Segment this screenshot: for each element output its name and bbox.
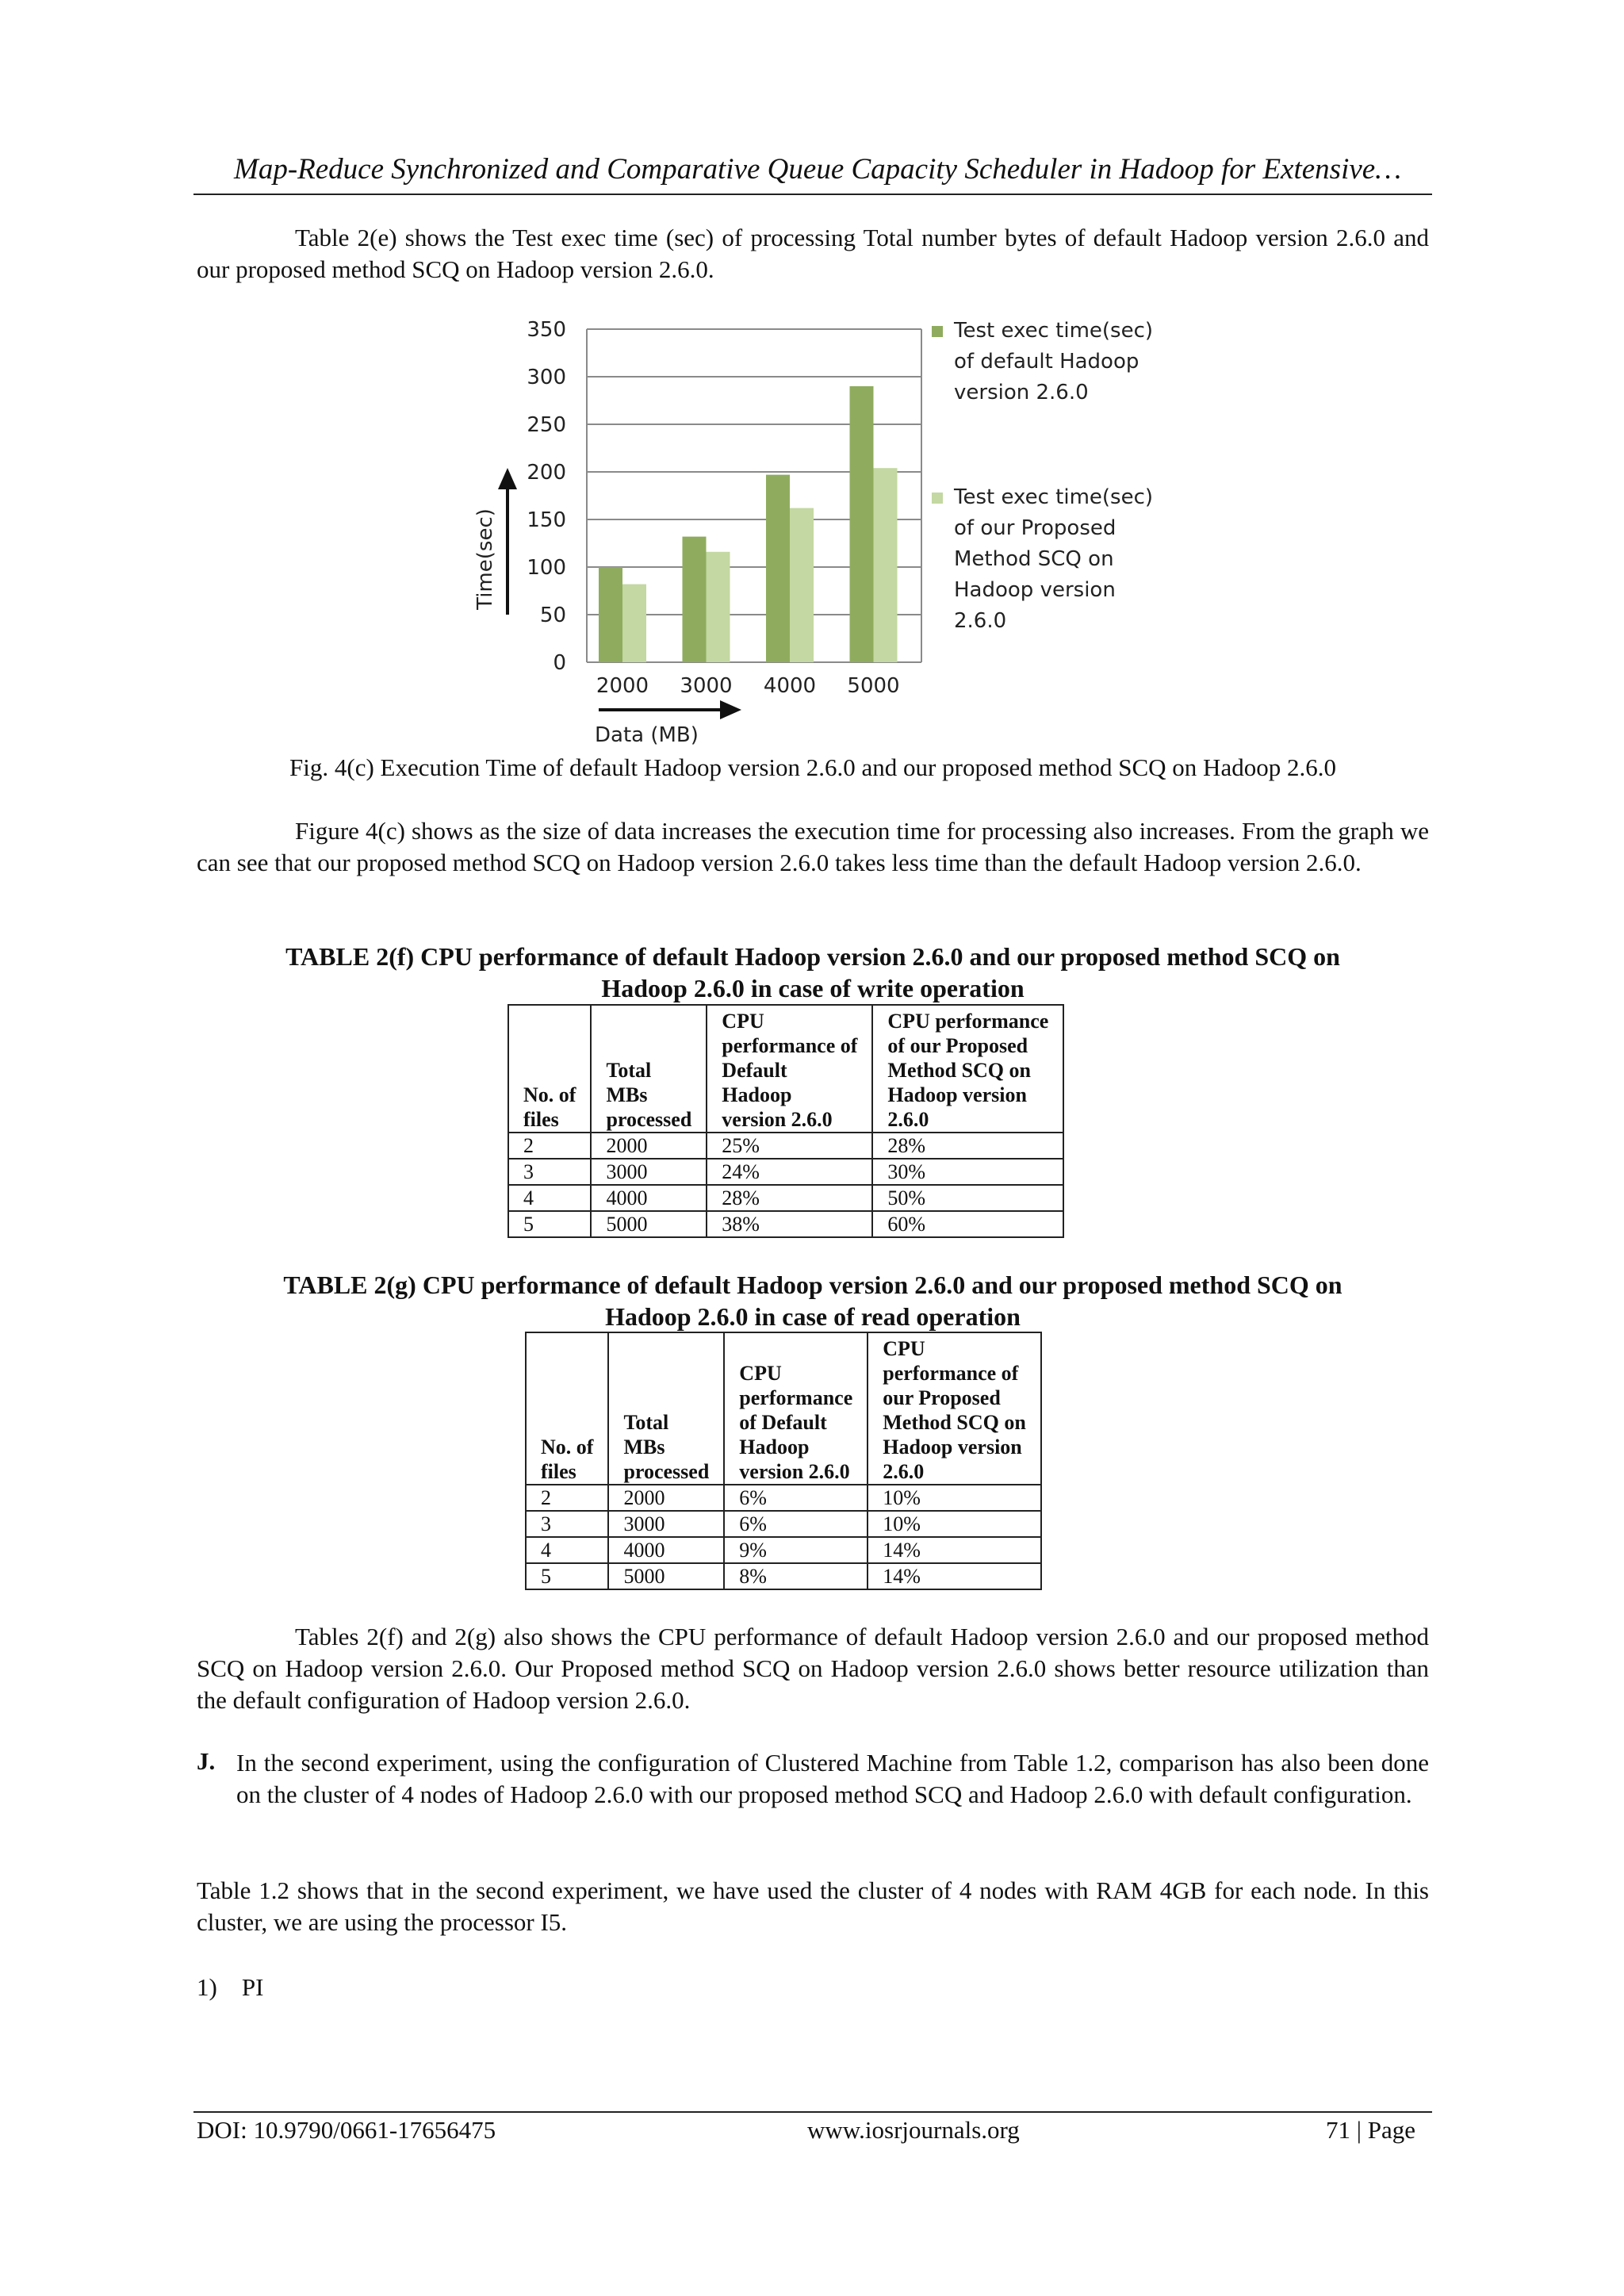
table-cell: 28% [872, 1133, 1063, 1159]
header-line: processed [623, 1460, 710, 1483]
table-cell: 25% [707, 1133, 872, 1159]
paragraph-second-experiment: In the second experiment, using the configuration of Clustered Machine from Table 1.2, comparison has also been done on the cluster of 4 nodes of Hadoop 2.6.0 with our proposed method SCQ and Hadoop 2.6.0 with default configuration. [236, 1749, 1429, 1808]
table-header-cell [608, 1332, 724, 1485]
table-f-title: TABLE 2(f) CPU performance of default Hadoop version 2.6.0 and our proposed method SCQ on Hadoop 2.6.0 in case of write operation [285, 942, 1340, 1002]
table-header-cell [724, 1332, 868, 1485]
header-line: Default [722, 1059, 787, 1082]
legend-label: of default Hadoop [954, 350, 1139, 374]
y-axis-title: Time(sec) [473, 508, 497, 610]
table-cell: 50% [872, 1185, 1063, 1211]
header-line: 2.6.0 [883, 1460, 925, 1483]
header-line: performance of [722, 1034, 858, 1057]
bar-scq [707, 552, 730, 662]
legend-label: Hadoop version [954, 578, 1116, 602]
paragraph-tables-discussion: Tables 2(f) and 2(g) also shows the CPU performance of default Hadoop version 2.6.0 and our proposed method SCQ on Hadoop version 2.6.0. Our Proposed method SCQ on Hadoop version 2.6.0 shows better resource utilization than the default configuration of Hadoop version 2.6.0. [197, 1623, 1429, 1714]
bar-default [766, 475, 790, 662]
table-cell: 2000 [608, 1485, 724, 1511]
table-row [526, 1511, 1041, 1537]
table-cell: 5000 [608, 1563, 724, 1589]
table-row [526, 1537, 1041, 1563]
header-line: Total [623, 1411, 669, 1434]
table-cell: 4000 [608, 1537, 724, 1563]
paragraph-intro: Table 2(e) shows the Test exec time (sec) of processing Total number bytes of default Hadoop version 2.6.0 and our proposed method SCQ on Hadoop version 2.6.0. [197, 224, 1429, 283]
table-cell: 9% [724, 1537, 868, 1563]
y-tick-label: 0 [553, 651, 566, 675]
legend-label: version 2.6.0 [954, 381, 1089, 404]
bar-default [599, 567, 622, 662]
header-line: performance of [883, 1362, 1019, 1385]
table-cell: 2 [508, 1133, 591, 1159]
header-line: No. of [541, 1435, 594, 1458]
legend-label: of our Proposed [954, 516, 1116, 540]
table-header-cell [526, 1332, 608, 1485]
table-cell: 3000 [608, 1511, 724, 1537]
table-header-cell [872, 1005, 1063, 1133]
y-tick-label: 50 [539, 604, 566, 627]
bar-scq [874, 468, 898, 662]
header-line: Hadoop [722, 1083, 792, 1106]
header-line: Total [606, 1059, 652, 1082]
header-line: processed [606, 1108, 692, 1131]
table-cell: 14% [868, 1537, 1041, 1563]
y-tick-label: 350 [527, 318, 566, 342]
header-line: MBs [623, 1435, 665, 1458]
table-cell: 8% [724, 1563, 868, 1589]
legend-label: Test exec time(sec) [954, 485, 1154, 509]
list-item-pi: 1) PI [197, 1973, 264, 2001]
table-cell: 3 [508, 1159, 591, 1185]
bar-scq [790, 508, 814, 662]
table-cell: 6% [724, 1511, 868, 1537]
header-line: CPU [883, 1337, 925, 1360]
table-cell: 3000 [591, 1159, 707, 1185]
header-line: our Proposed [883, 1386, 1001, 1409]
header-line: of Default [739, 1411, 827, 1434]
footer-doi: DOI: 10.9790/0661-17656475 [197, 2116, 496, 2144]
table-cell: 14% [868, 1563, 1041, 1589]
header-line: No. of [523, 1083, 576, 1106]
y-tick-label: 250 [527, 413, 566, 437]
table-cell: 4 [508, 1185, 591, 1211]
x-tick-label: 2000 [596, 674, 649, 698]
table-row [508, 1211, 1063, 1237]
y-tick-label: 300 [527, 366, 566, 389]
list-marker-j: J. [197, 1747, 216, 1775]
table-cell: 28% [707, 1185, 872, 1211]
figure-caption: Fig. 4(c) Execution Time of default Hadoop version 2.6.0 and our proposed method SCQ on Hadoop 2.6.0 [289, 753, 1336, 781]
header-line: Method SCQ on [883, 1411, 1026, 1434]
table-row [508, 1133, 1063, 1159]
table-cell: 10% [868, 1511, 1041, 1537]
header-line: of our Proposed [887, 1034, 1028, 1057]
table-header-cell [868, 1332, 1041, 1485]
table-cell: 6% [724, 1485, 868, 1511]
x-axis-title: Data (MB) [595, 723, 699, 747]
table-row [526, 1485, 1041, 1511]
table-header-row [526, 1332, 1041, 1485]
table-cell: 2000 [591, 1133, 707, 1159]
table-header-cell [508, 1005, 591, 1133]
x-tick-label: 3000 [680, 674, 733, 698]
paragraph-table-1-2: Table 1.2 shows that in the second experiment, we have used the cluster of 4 nodes with RAM 4GB for each node. In this cluster, we are using the processor I5. [197, 1876, 1429, 1936]
x-tick-label: 4000 [763, 674, 817, 698]
legend-label: 2.6.0 [954, 609, 1007, 633]
table-header-row [508, 1005, 1063, 1133]
footer-rule [193, 2111, 1432, 2113]
x-tick-label: 5000 [847, 674, 900, 698]
table-f [508, 1004, 1064, 1238]
table-g [525, 1332, 1042, 1590]
table-row [508, 1159, 1063, 1185]
header-line: CPU performance [887, 1010, 1049, 1033]
header-line: files [541, 1460, 576, 1483]
paragraph-figure-discussion: Figure 4(c) shows as the size of data increases the execution time for processing also increases. From the graph we can see that our proposed method SCQ on Hadoop version 2.6.0 takes less time than the default Hadoop version 2.6.0. [197, 817, 1429, 876]
header-line: version 2.6.0 [739, 1460, 850, 1483]
table-header-cell [591, 1005, 707, 1133]
header-line: MBs [606, 1083, 648, 1106]
header-rule [193, 194, 1432, 195]
bar-default [850, 386, 874, 662]
header-line: version 2.6.0 [722, 1108, 833, 1131]
y-tick-label: 200 [527, 461, 566, 485]
header-line: 2.6.0 [887, 1108, 929, 1131]
legend-swatch [932, 326, 943, 337]
header-line: Hadoop version [887, 1083, 1027, 1106]
table-cell: 5 [508, 1211, 591, 1237]
header-line: Hadoop version [883, 1435, 1022, 1458]
header-line: Hadoop [739, 1435, 810, 1458]
bar-default [683, 537, 707, 662]
table-header-cell [707, 1005, 872, 1133]
header-line: CPU [739, 1362, 782, 1385]
header-line: CPU [722, 1010, 764, 1033]
table-g-title: TABLE 2(g) CPU performance of default Hadoop version 2.6.0 and our proposed method SCQ on Hadoop 2.6.0 in case of read operation [283, 1271, 1342, 1331]
table-cell: 30% [872, 1159, 1063, 1185]
table-row [508, 1185, 1063, 1211]
table-row [526, 1563, 1041, 1589]
table-cell: 3 [526, 1511, 608, 1537]
footer-url[interactable]: www.iosrjournals.org [807, 2116, 1020, 2144]
footer-page-number: 71 | Page [1326, 2116, 1415, 2144]
table-cell: 5 [526, 1563, 608, 1589]
table-cell: 38% [707, 1211, 872, 1237]
table-cell: 10% [868, 1485, 1041, 1511]
table-cell: 2 [526, 1485, 608, 1511]
y-tick-label: 100 [527, 556, 566, 580]
execution-time-chart [468, 313, 1166, 749]
legend-swatch [932, 493, 943, 504]
header-line: Method SCQ on [887, 1059, 1031, 1082]
table-cell: 60% [872, 1211, 1063, 1237]
bar-scq [622, 585, 646, 662]
legend-label: Test exec time(sec) [954, 319, 1154, 343]
header-line: files [523, 1108, 559, 1131]
table-cell: 24% [707, 1159, 872, 1185]
y-tick-label: 150 [527, 508, 566, 532]
table-cell: 4000 [591, 1185, 707, 1211]
table-cell: 5000 [591, 1211, 707, 1237]
y-axis-arrowhead [498, 468, 517, 489]
running-header: Map-Reduce Synchronized and Comparative Queue Capacity Scheduler in Hadoop for Extensive… [234, 153, 1402, 186]
header-line: performance [739, 1386, 853, 1409]
table-cell: 4 [526, 1537, 608, 1563]
x-axis-arrowhead [720, 700, 741, 719]
legend-label: Method SCQ on [954, 547, 1114, 571]
